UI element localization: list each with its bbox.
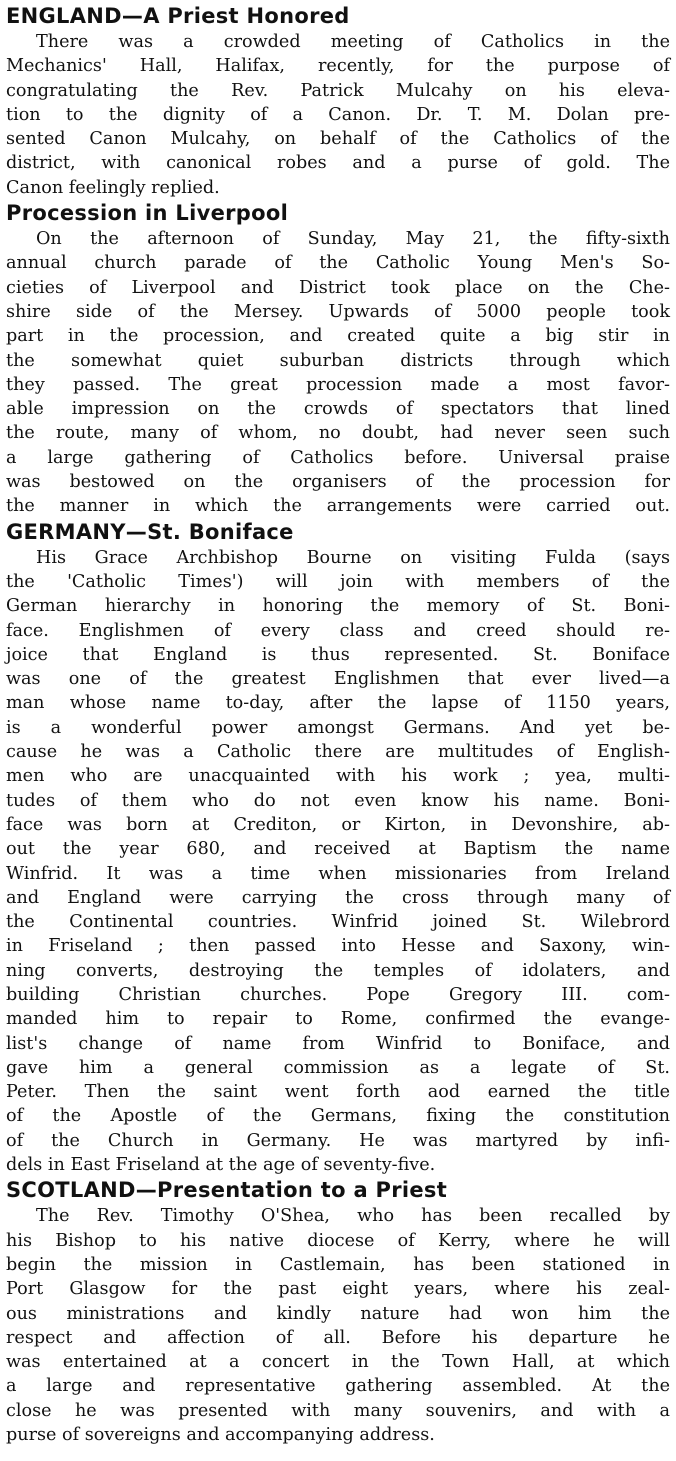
text-line: the Continental countries. Winfrid joined St. Wilebrord	[6, 912, 670, 933]
text-line: Winfrid. It was a time when missionaries from Ireland	[6, 863, 670, 884]
text-line: the somewhat quiet suburban districts through which	[6, 350, 670, 371]
text-line: sented Canon Mulcahy, on behalf of the Catholics of the	[6, 129, 670, 150]
text-line: face. Englishmen of every class and creed should re-	[6, 620, 670, 641]
text-line: face was born at Crediton, or Kirton, in Devonshire, ab-	[6, 814, 670, 835]
text-line: tion to the dignity of a Canon. Dr. T. M. Dolan pre-	[6, 104, 670, 125]
text-line: There was a crowded meeting of Catholics in the	[36, 32, 670, 52]
section-scotland	[6, 1177, 670, 1447]
section-body	[6, 1204, 670, 1447]
text-line: list's change of name from Winfrid to Boniface, and	[6, 1033, 670, 1054]
text-line: annual church parade of the Catholic Young Men's So-	[6, 253, 670, 274]
text-line: building Christian churches. Pope Gregory III. com-	[6, 984, 670, 1005]
section-heading: ENGLAND—A Priest Honored	[6, 4, 350, 28]
text-line: of the Church in Germany. He was martyred by infi-	[6, 1130, 670, 1151]
text-line: tudes of them who do not even know his name. Boni-	[6, 790, 670, 811]
section-heading: SCOTLAND—Presentation to a Priest	[6, 1178, 448, 1203]
text-line: On the afternoon of Sunday, May 21, the fifty-sixth	[36, 229, 670, 250]
text-line: respect and affection of all. Before his departure he	[6, 1327, 670, 1348]
text-line: German hierarchy in honoring the memory of St. Boni-	[6, 596, 670, 617]
text-line: man whose name to-day, after the lapse of 1150 years,	[6, 693, 670, 714]
text-line: is a wonderful power amongst Germans. And yet be-	[6, 717, 670, 738]
text-line: district, with canonical robes and a purse of gold. The	[6, 153, 670, 174]
text-line: was bestowed on the organisers of the procession for	[6, 472, 670, 493]
text-line: Mechanics' Hall, Halifax, recently, for the purpose of	[6, 56, 670, 77]
text-line: shire side of the Mersey. Upwards of 5000 people took	[6, 301, 670, 322]
text-line: The Rev. Timothy O'Shea, who has been recalled by	[36, 1206, 670, 1227]
text-line: the route, many of whom, no doubt, had never seen such	[6, 423, 670, 444]
text-line: out the year 680, and received at Baptism the name	[6, 839, 670, 860]
text-line: ous ministrations and kindly nature had won him the	[6, 1303, 670, 1324]
text-line: a large gathering of Catholics before. Universal praise	[6, 447, 670, 468]
text-line: they passed. The great procession made a most favor-	[6, 374, 670, 395]
section-heading: Procession in Liverpool	[6, 201, 289, 226]
text-line: joice that England is thus represented. St. Boniface	[6, 644, 670, 665]
text-line: cause he was a Catholic there are multitudes of English-	[6, 742, 670, 763]
text-line: men who are unacquainted with his work ; yea, multi-	[6, 766, 670, 787]
section-germany	[6, 519, 670, 1178]
text-line: the manner in which the arrangements were carried out.	[6, 496, 670, 517]
text-line: dels in East Friseland at the age of seventy-five.	[6, 1155, 436, 1176]
text-line: begin the mission in Castlemain, has been stationed in	[6, 1254, 670, 1275]
text-line: gave him a general commission as a legate of St.	[6, 1057, 670, 1078]
text-line: cieties of Liverpool and District took place on the Che-	[6, 277, 670, 298]
text-line: congratulating the Rev. Patrick Mulcahy on his eleva-	[6, 80, 670, 101]
text-line: the 'Catholic Times') will join with members of the	[6, 571, 670, 592]
section-heading: GERMANY—St. Boniface	[6, 519, 294, 544]
section-body	[6, 227, 670, 519]
text-line: able impression on the crowds of spectators that lined	[6, 399, 670, 420]
text-line: Port Glasgow for the past eight years, where his zeal-	[6, 1279, 670, 1300]
text-line: was entertained at a concert in the Town Hall, at which	[6, 1352, 670, 1373]
text-line: was one of the greatest Englishmen that ever lived—a	[6, 669, 670, 690]
text-line: of the Apostle of the Germans, fixing the constitution	[6, 1106, 670, 1127]
text-line: in Friseland ; then passed into Hesse and Saxony, win-	[6, 936, 670, 957]
text-line: part in the procession, and created quite a big stir in	[6, 326, 670, 347]
text-line: and England were carrying the cross through many of	[6, 887, 670, 908]
text-line: purse of sovereigns and accompanying address.	[6, 1425, 435, 1446]
text-line: close he was presented with many souvenirs, and with a	[6, 1400, 670, 1421]
text-line: His Grace Archbishop Bourne on visiting Fulda (says	[36, 547, 670, 568]
text-line: Canon feelingly replied.	[6, 177, 220, 198]
section-body	[6, 30, 670, 200]
text-line: a large and representative gathering assembled. At the	[6, 1376, 670, 1397]
section-body	[6, 546, 670, 1178]
text-line: Peter. Then the saint went forth aod earned the title	[6, 1082, 670, 1103]
section-liverpool	[6, 200, 670, 519]
section-england	[6, 3, 670, 200]
text-line: ning converts, destroying the temples of idolaters, and	[6, 960, 670, 981]
text-line: manded him to repair to Rome, confirmed the evange-	[6, 1009, 670, 1030]
text-line: his Bishop to his native diocese of Kerry, where he will	[6, 1230, 670, 1251]
